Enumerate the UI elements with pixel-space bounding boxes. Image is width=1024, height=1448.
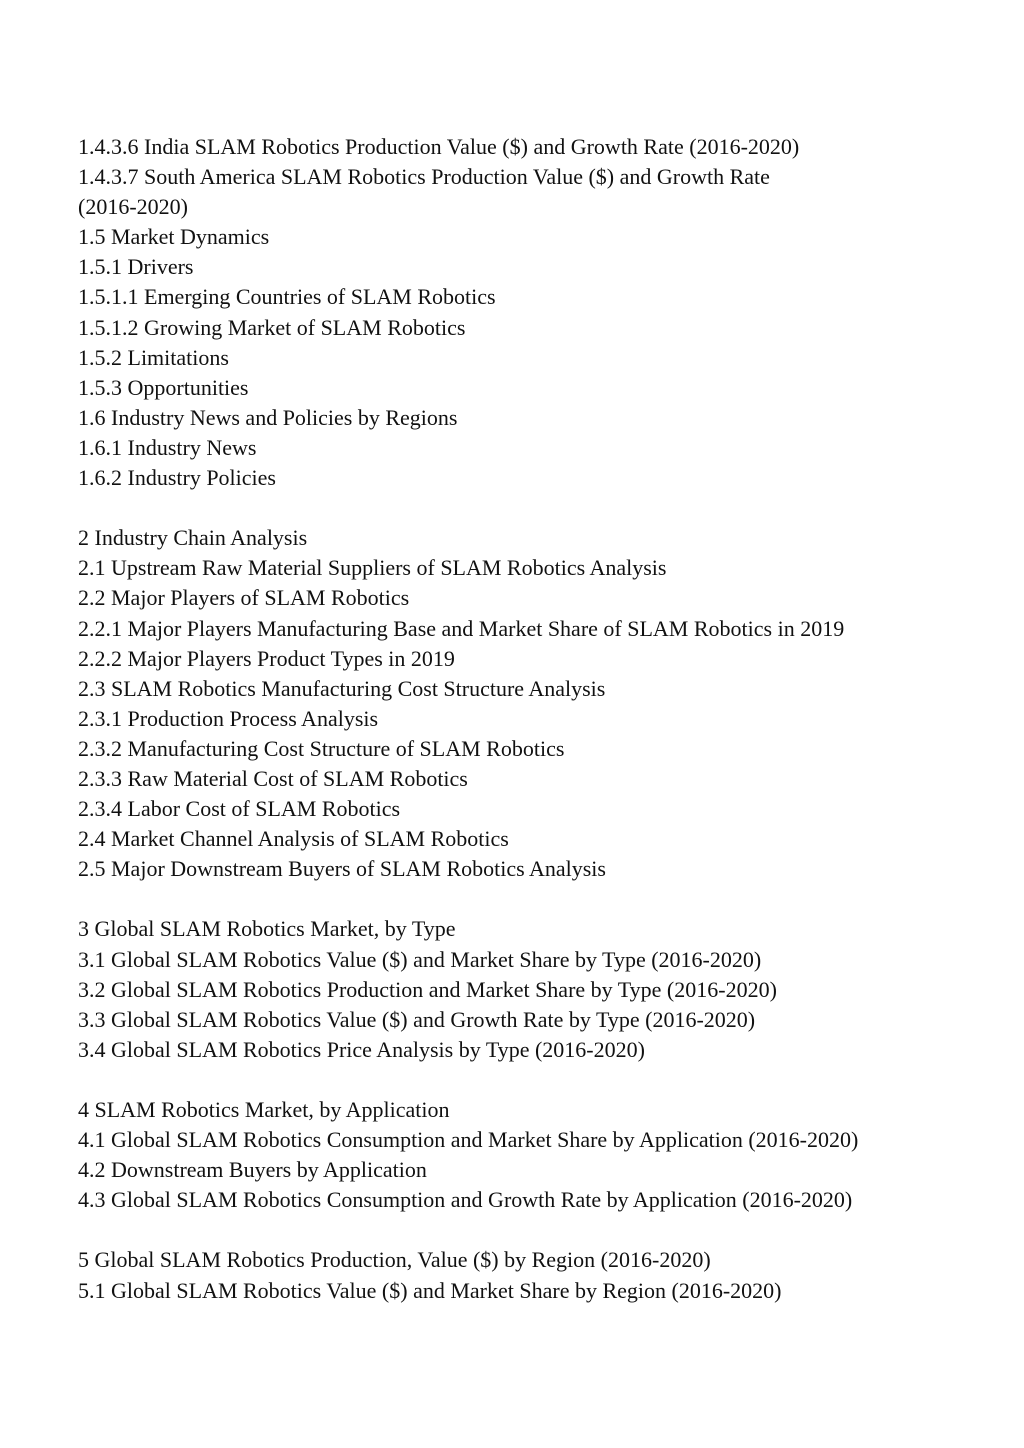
toc-entry: 1.4.3.6 India SLAM Robotics Production Value ($) and Growth Rate (2016-2020) [78,134,800,159]
toc-entry: 2.5 Major Downstream Buyers of SLAM Robotics Analysis [78,856,606,882]
toc-entry: 4.2 Downstream Buyers by Application [78,1157,427,1183]
toc-entry: 2.2.2 Major Players Product Types in 2019 [78,645,455,671]
table-of-contents [78,132,978,1306]
toc-entry: 1.5.3 Opportunities [78,374,249,400]
toc-entry: 1.6.1 Industry News [78,434,257,460]
toc-entry: 3.3 Global SLAM Robotics Value ($) and Growth Rate by Type (2016-2020) [78,1006,756,1032]
toc-entry: 4.3 Global SLAM Robotics Consumption and Growth Rate by Application (2016-2020) [78,1187,853,1213]
toc-entry: 2.3.3 Raw Material Cost of SLAM Robotics [78,765,468,791]
section-spacer [78,1215,978,1245]
toc-entry: 2.3.1 Production Process Analysis [78,705,379,731]
toc-entry: (2016-2020) [78,194,188,220]
toc-chapter-heading: 2 Industry Chain Analysis [78,525,308,551]
toc-entry: 1.5.2 Limitations [78,344,229,370]
section-spacer [78,884,978,914]
toc-entry: 2.3.2 Manufacturing Cost Structure of SLAM Robotics [78,735,565,761]
toc-chapter-heading: 4 SLAM Robotics Market, by Application [78,1097,450,1122]
toc-entry: 2.2 Major Players of SLAM Robotics [78,585,410,611]
toc-entry: 1.6 Industry News and Policies by Regions [78,404,458,430]
toc-entry: 3.4 Global SLAM Robotics Price Analysis by Type (2016-2020) [78,1036,645,1062]
toc-chapter-heading: 3 Global SLAM Robotics Market, by Type [78,916,456,942]
toc-entry: 5.1 Global SLAM Robotics Value ($) and Market Share by Region (2016-2020) [78,1277,782,1303]
toc-entry: 2.3 SLAM Robotics Manufacturing Cost Structure Analysis [78,675,606,701]
toc-entry: 1.5.1.2 Growing Market of SLAM Robotics [78,314,466,340]
toc-entry: 3.2 Global SLAM Robotics Production and Market Share by Type (2016-2020) [78,976,777,1002]
section-spacer [78,1065,978,1095]
toc-entry: 2.3.4 Labor Cost of SLAM Robotics [78,796,401,822]
toc-entry: 3.1 Global SLAM Robotics Value ($) and Market Share by Type (2016-2020) [78,946,762,972]
toc-chapter-heading: 5 Global SLAM Robotics Production, Value ($) by Region (2016-2020) [78,1247,711,1273]
toc-entry: 2.2.1 Major Players Manufacturing Base and Market Share of SLAM Robotics in 2019 [78,615,845,641]
toc-entry: 1.4.3.7 South America SLAM Robotics Production Value ($) and Growth Rate [78,164,770,190]
toc-entry: 1.5.1 Drivers [78,254,194,280]
toc-entry: 1.5 Market Dynamics [78,224,270,250]
toc-entry: 2.1 Upstream Raw Material Suppliers of SLAM Robotics Analysis [78,555,667,581]
section-spacer [78,493,978,523]
toc-entry: 4.1 Global SLAM Robotics Consumption and Market Share by Application (2016-2020) [78,1127,859,1153]
toc-entry: 1.6.2 Industry Policies [78,465,276,491]
toc-entry: 2.4 Market Channel Analysis of SLAM Robotics [78,826,509,852]
toc-entry: 1.5.1.1 Emerging Countries of SLAM Robotics [78,284,496,310]
